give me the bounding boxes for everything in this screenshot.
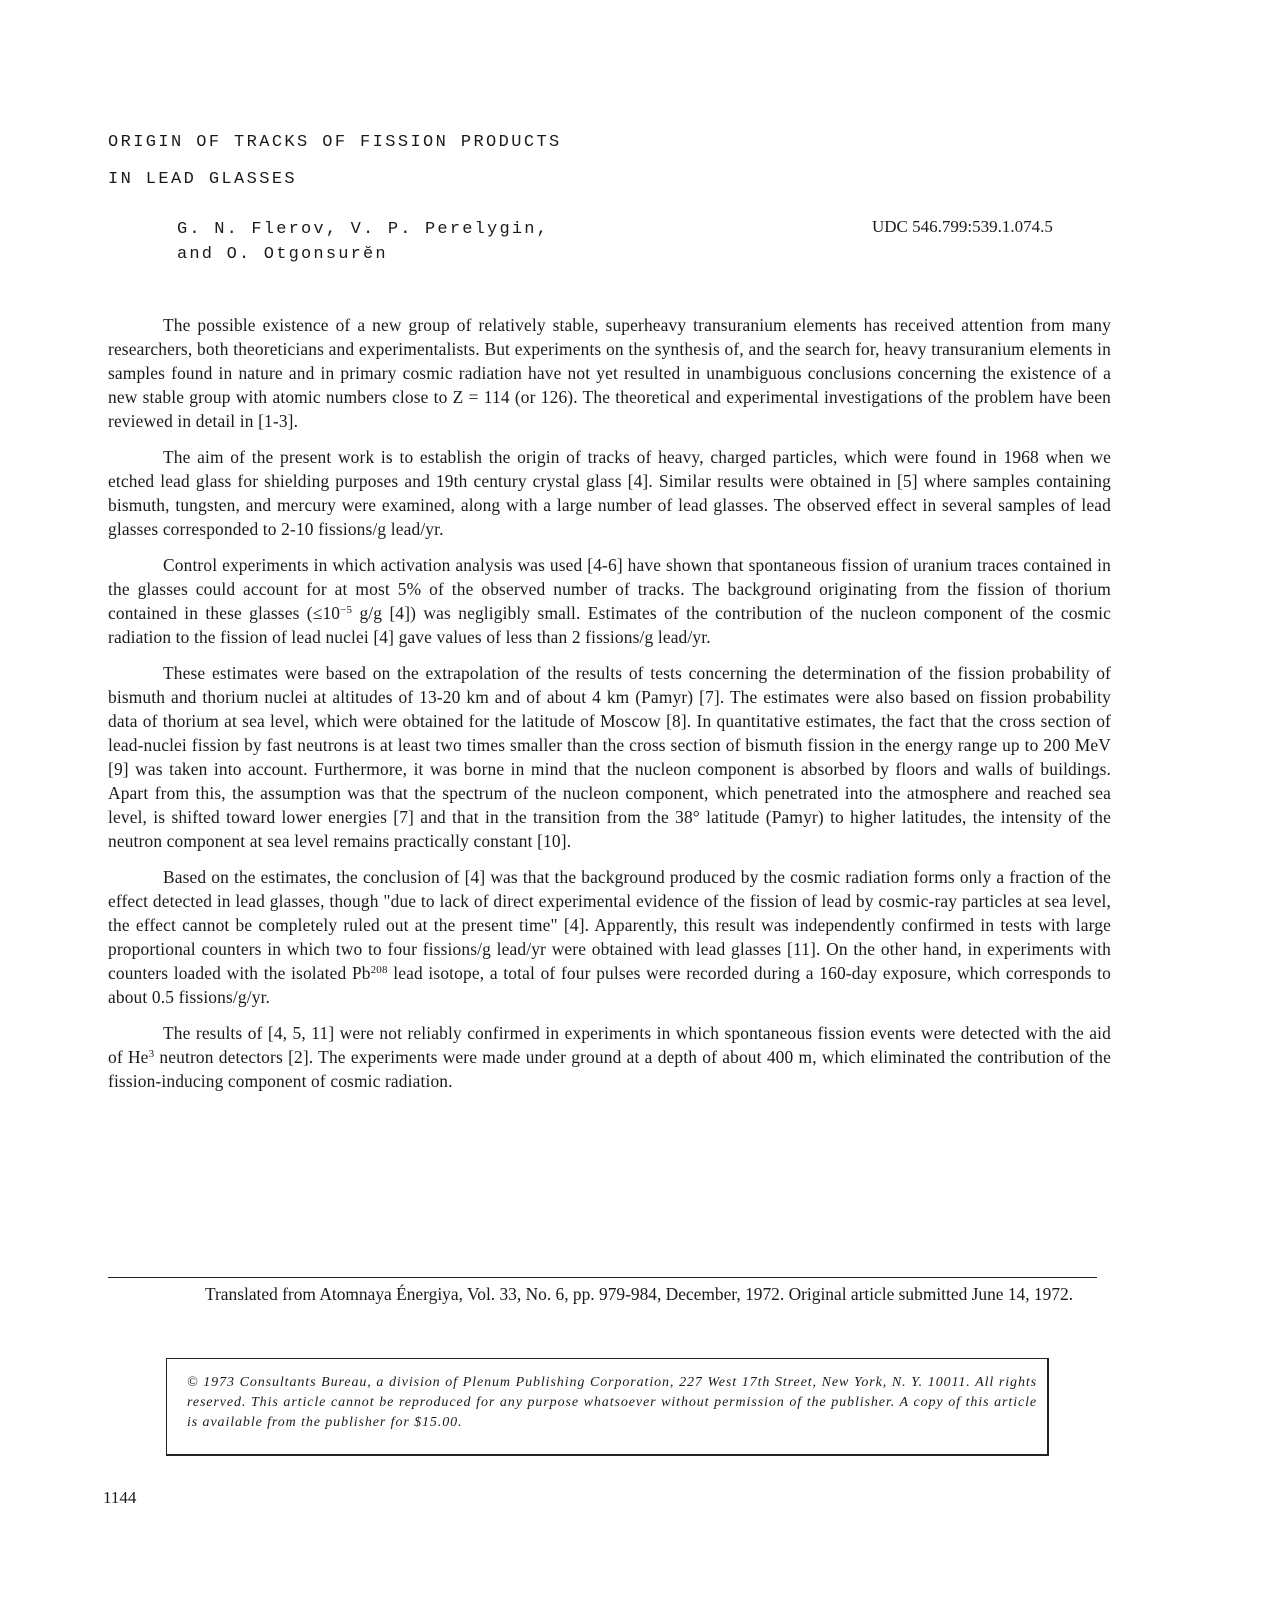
authors-line-1: G. N. Flerov, V. P. Perelygin,	[177, 220, 550, 239]
article-body	[108, 313, 1111, 1105]
superscript-isotope-mass: 208	[370, 964, 388, 976]
page-number: 1144	[103, 1488, 137, 1507]
paragraph-6	[108, 1021, 1111, 1093]
copyright-notice: © 1973 Consultants Bureau, a division of Plenum Publishing Corporation, 227 West 17th Street, New York, N. Y. 10011. All rights reserved. This article cannot be reproduced for any purpose whatsoever without permission of the publisher. A copy of this article is available from the publisher for $15.00.	[166, 1358, 1049, 1456]
paragraph-3	[108, 553, 1111, 649]
paragraph-5	[108, 865, 1111, 1009]
paragraph-5-text-b: lead isotope, a total of four pulses were recorded during a 160-day exposure, which corresponds to about 0.5 fissions/g/yr.	[108, 963, 1112, 1007]
superscript-exponent: −5	[340, 604, 353, 616]
author-list	[177, 217, 549, 267]
paragraph-1: The possible existence of a new group of relatively stable, superheavy transuranium elements has received attention from many researchers, both theoreticians and experimentalists. But experiments on the synthesis of, and the search for, heavy transuranium elements in samples found in nature and in primary cosmic radiation have not yet resulted in unambiguous conclusions concerning the existence of a new stable group with atomic numbers close to Z = 114 (or 126). The theoretical and experimental investigations of the problem have been reviewed in detail in [1-3].	[108, 315, 1111, 431]
article-title-line-2: IN LEAD GLASSES	[108, 170, 298, 189]
paragraph-6-text-a: The results of [4, 5, 11] were not reliably confirmed in experiments in which spontaneous fission events were detected with the aid of He	[108, 1023, 1111, 1067]
superscript-helium-mass: 3	[148, 1048, 155, 1060]
footnote-divider	[108, 1277, 1097, 1278]
paragraph-3-text-b: g/g [4]) was negligibly small. Estimates of the contribution of the nucleon component of the cosmic radiation to the fission of lead nuclei [4] gave values of less than 2 fissions/g lead/yr.	[108, 603, 1111, 647]
article-title-line-1: ORIGIN OF TRACKS OF FISSION PRODUCTS	[108, 133, 562, 152]
paragraph-5-text-a: Based on the estimates, the conclusion of [4] was that the background produced by the cosmic radiation forms only a fraction of the effect detected in lead glasses, though "due to lack of direct experimental evidence of the fission of lead by cosmic-ray particles at sea level, the effect cannot be completely ruled out at the present time" [4]. Apparently, this result was independently confirmed in tests with large proportional counters in which two to four fissions/g lead/yr were obtained with lead glasses [11]. On the other hand, in experiments with counters loaded with the isolated Pb	[108, 867, 1111, 983]
udc-code: UDC 546.799:539.1.074.5	[872, 217, 1053, 236]
authors-line-2: and O. Otgonsurĕn	[177, 245, 388, 264]
translation-footnote: Translated from Atomnaya Énergiya, Vol. 33, No. 6, pp. 979-984, December, 1972. Original article submitted June 14, 1972.	[205, 1284, 1074, 1304]
paragraph-2: The aim of the present work is to establish the origin of tracks of heavy, charged particles, which were found in 1968 when we etched lead glass for shielding purposes and 19th century crystal glass [4]. Similar results were obtained in [5] where samples containing bismuth, tungsten, and mercury were examined, along with a large number of lead glasses. The observed effect in several samples of lead glasses corresponded to 2-10 fissions/g lead/yr.	[108, 447, 1111, 539]
paragraph-3-text-a: Control experiments in which activation analysis was used [4-6] have shown that spontaneous fission of uranium traces contained in the glasses could account for at most 5% of the observed number of tracks. The background originating from the fission of thorium contained in these glasses (≤10	[108, 555, 1111, 623]
paragraph-4: These estimates were based on the extrapolation of the results of tests concerning the determination of the fission probability of bismuth and thorium nuclei at altitudes of 13-20 km and of about 4 km (Pamyr) [7]. The estimates were also based on fission probability data of thorium at sea level, which were obtained for the latitude of Moscow [8]. In quantitative estimates, the fact that the cross section of lead-nuclei fission by fast neutrons is at least two times smaller than the cross section of bismuth fission in the energy range up to 200 MeV [9] was taken into account. Furthermore, it was borne in mind that the nucleon component is absorbed by floors and walls of buildings. Apart from this, the assumption was that the spectrum of the nucleon component, which penetrated into the atmosphere and reached sea level, is shifted toward lower energies [7] and that in the transition from the 38° latitude (Pamyr) to higher latitudes, the intensity of the neutron component at sea level remains practically constant [10].	[108, 663, 1111, 851]
paragraph-6-text-b: neutron detectors [2]. The experiments were made under ground at a depth of about 400 m, which eliminated the contribution of the fission-inducing component of cosmic radiation.	[108, 1047, 1111, 1091]
